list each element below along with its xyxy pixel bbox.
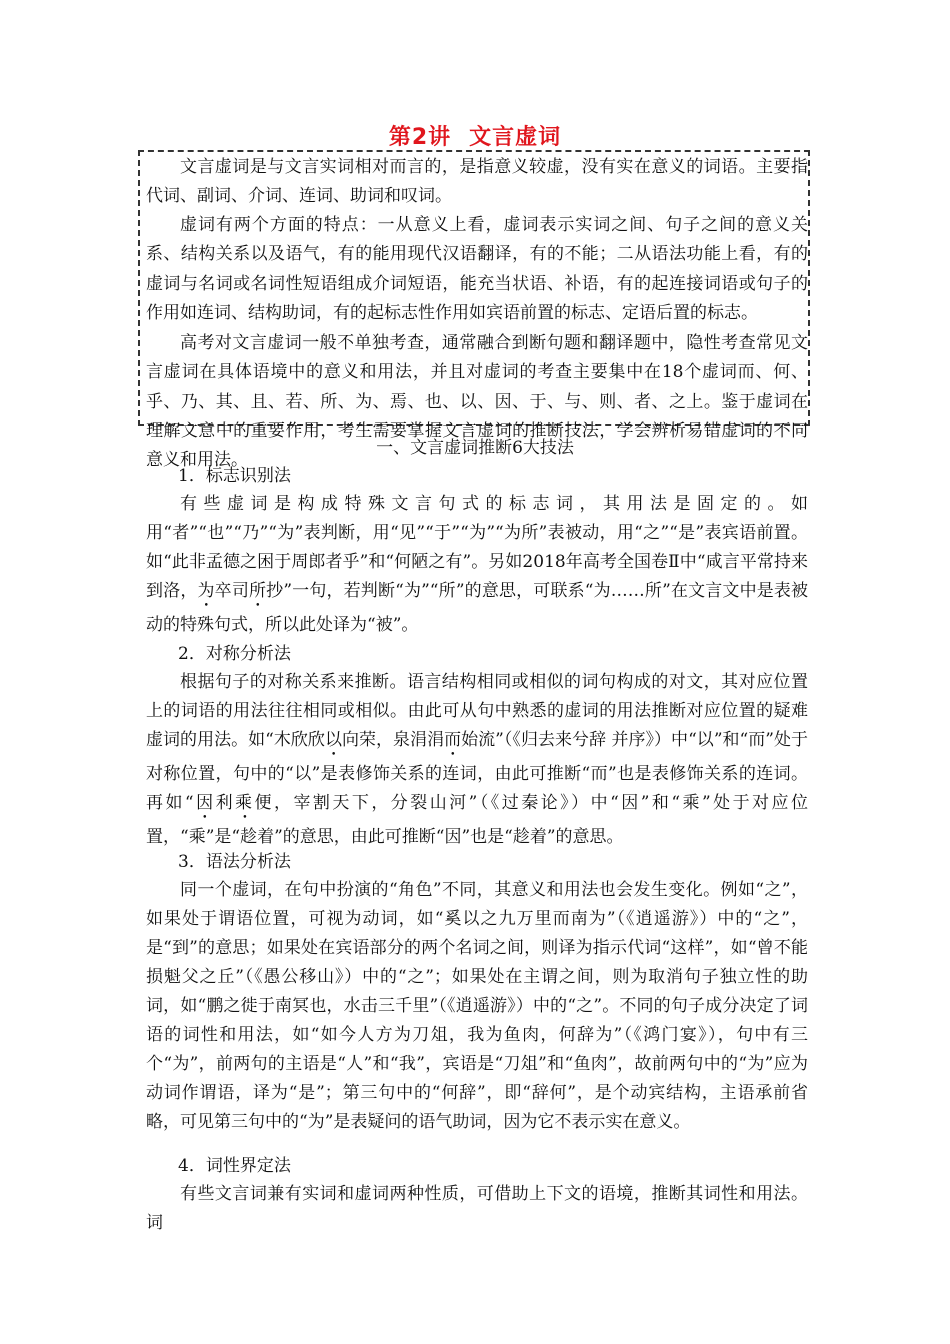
emphasis-dot-char: 因 bbox=[193, 793, 216, 813]
page-title bbox=[0, 120, 950, 151]
section-heading: 一、文言虚词推断6大技法 bbox=[376, 438, 574, 458]
method-2-paragraph: 根据句子的对称关系来推断。语言结构相同或相似的词句构成的对文，其对应位置上的词语的用法往往相同或相似。由此可从句中熟悉的虚词的用法推断对应位置的疑难虚词的用法。如“木欣欣以向荣，泉涓涓而始流”（《归去来兮辞 并序》）中“以”和“而”处于对称位置，句中的“以”是表修饰关系的连词，由此可推断“而”也是表修饰关系的连词。再如“因利乘便，宰割天下，分裂山河”（《过秦论》）中“因”和“乘”处于对应位置，“乘”是“趁着”的意思，由此可推断“因”也是“趁着”的意思。 bbox=[146, 672, 809, 847]
emphasis-dot-char: 所 bbox=[248, 581, 267, 601]
emphasis-dot-char: 以 bbox=[324, 730, 342, 750]
method-2-title: 2．对称分析法 bbox=[178, 644, 291, 664]
method-4-paragraph: 有些文言词兼有实词和虚词两种性质，可借助上下文的语境，推断其词性和用法。词 bbox=[146, 1184, 808, 1233]
method-4-title: 4．词性界定法 bbox=[178, 1156, 291, 1176]
emphasis-dot-char: 为 bbox=[197, 581, 215, 601]
emphasis-dot-char: 乘 bbox=[235, 793, 255, 813]
intro-paragraph-3: 高考对文言虚词一般不单独考查，通常融合到断句题和翻译题中，隐性考查常见文言虚词在具体语境中的意义和用法，并且对虚词的考查主要集中在18个虚词而、何、乎、乃、其、且、若、所、为、焉、也、以、因、于、与、则、者、之上。鉴于虚词在理解文意中的重要作用，考生需要掌握文言虚词的推断技法，学会辨析易错虚词的不同意义和用法。 bbox=[146, 333, 808, 471]
lesson-number: 第2讲 bbox=[388, 125, 452, 150]
method-1-title: 1．标志识别法 bbox=[178, 466, 291, 486]
emphasis-dot-char: 而 bbox=[444, 730, 462, 750]
method-1-paragraph: 有些虚词是构成特殊文言句式的标志词，其用法是固定的。如用“者”“也”“乃”“为”表判断，用“见”“于”“为”“为所”表被动，用“之”“是”表宾语前置。如“此非孟德之困于周郎者乎”和“何陋之有”。另如2018年高考全国卷Ⅱ中“咸言平常持来到洛，为卒司所抄”一句，若判断“为”“所”的意思，可联系“为……所”在文言文中是表被动的特殊句式，所以此处译为“被”。 bbox=[146, 494, 809, 635]
method-3-paragraph: 同一个虚词，在句中扮演的“角色”不同，其意义和用法也会发生变化。例如“之”，如果处于谓语位置，可视为动词，如“奚以之九万里而南为”（《逍遥游》）中的“之”，是“到”的意思；如果处在宾语部分的两个名词之间，则译为指示代词“这样”，如“曾不能损魁父之丘”（《愚公移山》）中的“之”；如果处在主谓之间，则为取消句子独立性的助词，如“鹏之徙于南冥也，水击三千里”（《逍遥游》）中的“之”。不同的句子成分决定了词语的词性和用法，如“如今人方为刀俎，我为鱼肉，何辞为”（《鸿门宴》），句中有三个“为”，前两句的主语是“人”和“我”，宾语是“刀俎”和“鱼肉”，故前两句中的“为”应为动词作谓语，译为“是”；第三句中的“何辞”，即“辞何”，是个动宾结构，主语承前省略，可见第三句中的“为”是表疑问的语气助词，因为它不表示实在意义。 bbox=[146, 880, 808, 1132]
intro-paragraph-1: 文言虚词是与文言实词相对而言的，是指意义较虚，没有实在意义的词语。主要指代词、副词、介词、连词、助词和叹词。 bbox=[146, 157, 808, 207]
lesson-title: 文言虚词 bbox=[469, 125, 562, 150]
intro-paragraph-2: 虚词有两个方面的特点：一从意义上看，虚词表示实词之间、句子之间的意义关系、结构关系以及语气，有的能用现代汉语翻译，有的不能；二从语法功能上看，有的虚词与名词或名词性短语组成介词短语，能充当状语、补语，有的起连接词语或句子的作用如连词、结构助词，有的起标志性作用如宾语前置的标志、定语后置的标志。 bbox=[146, 215, 808, 323]
method-3-title: 3．语法分析法 bbox=[178, 852, 291, 872]
